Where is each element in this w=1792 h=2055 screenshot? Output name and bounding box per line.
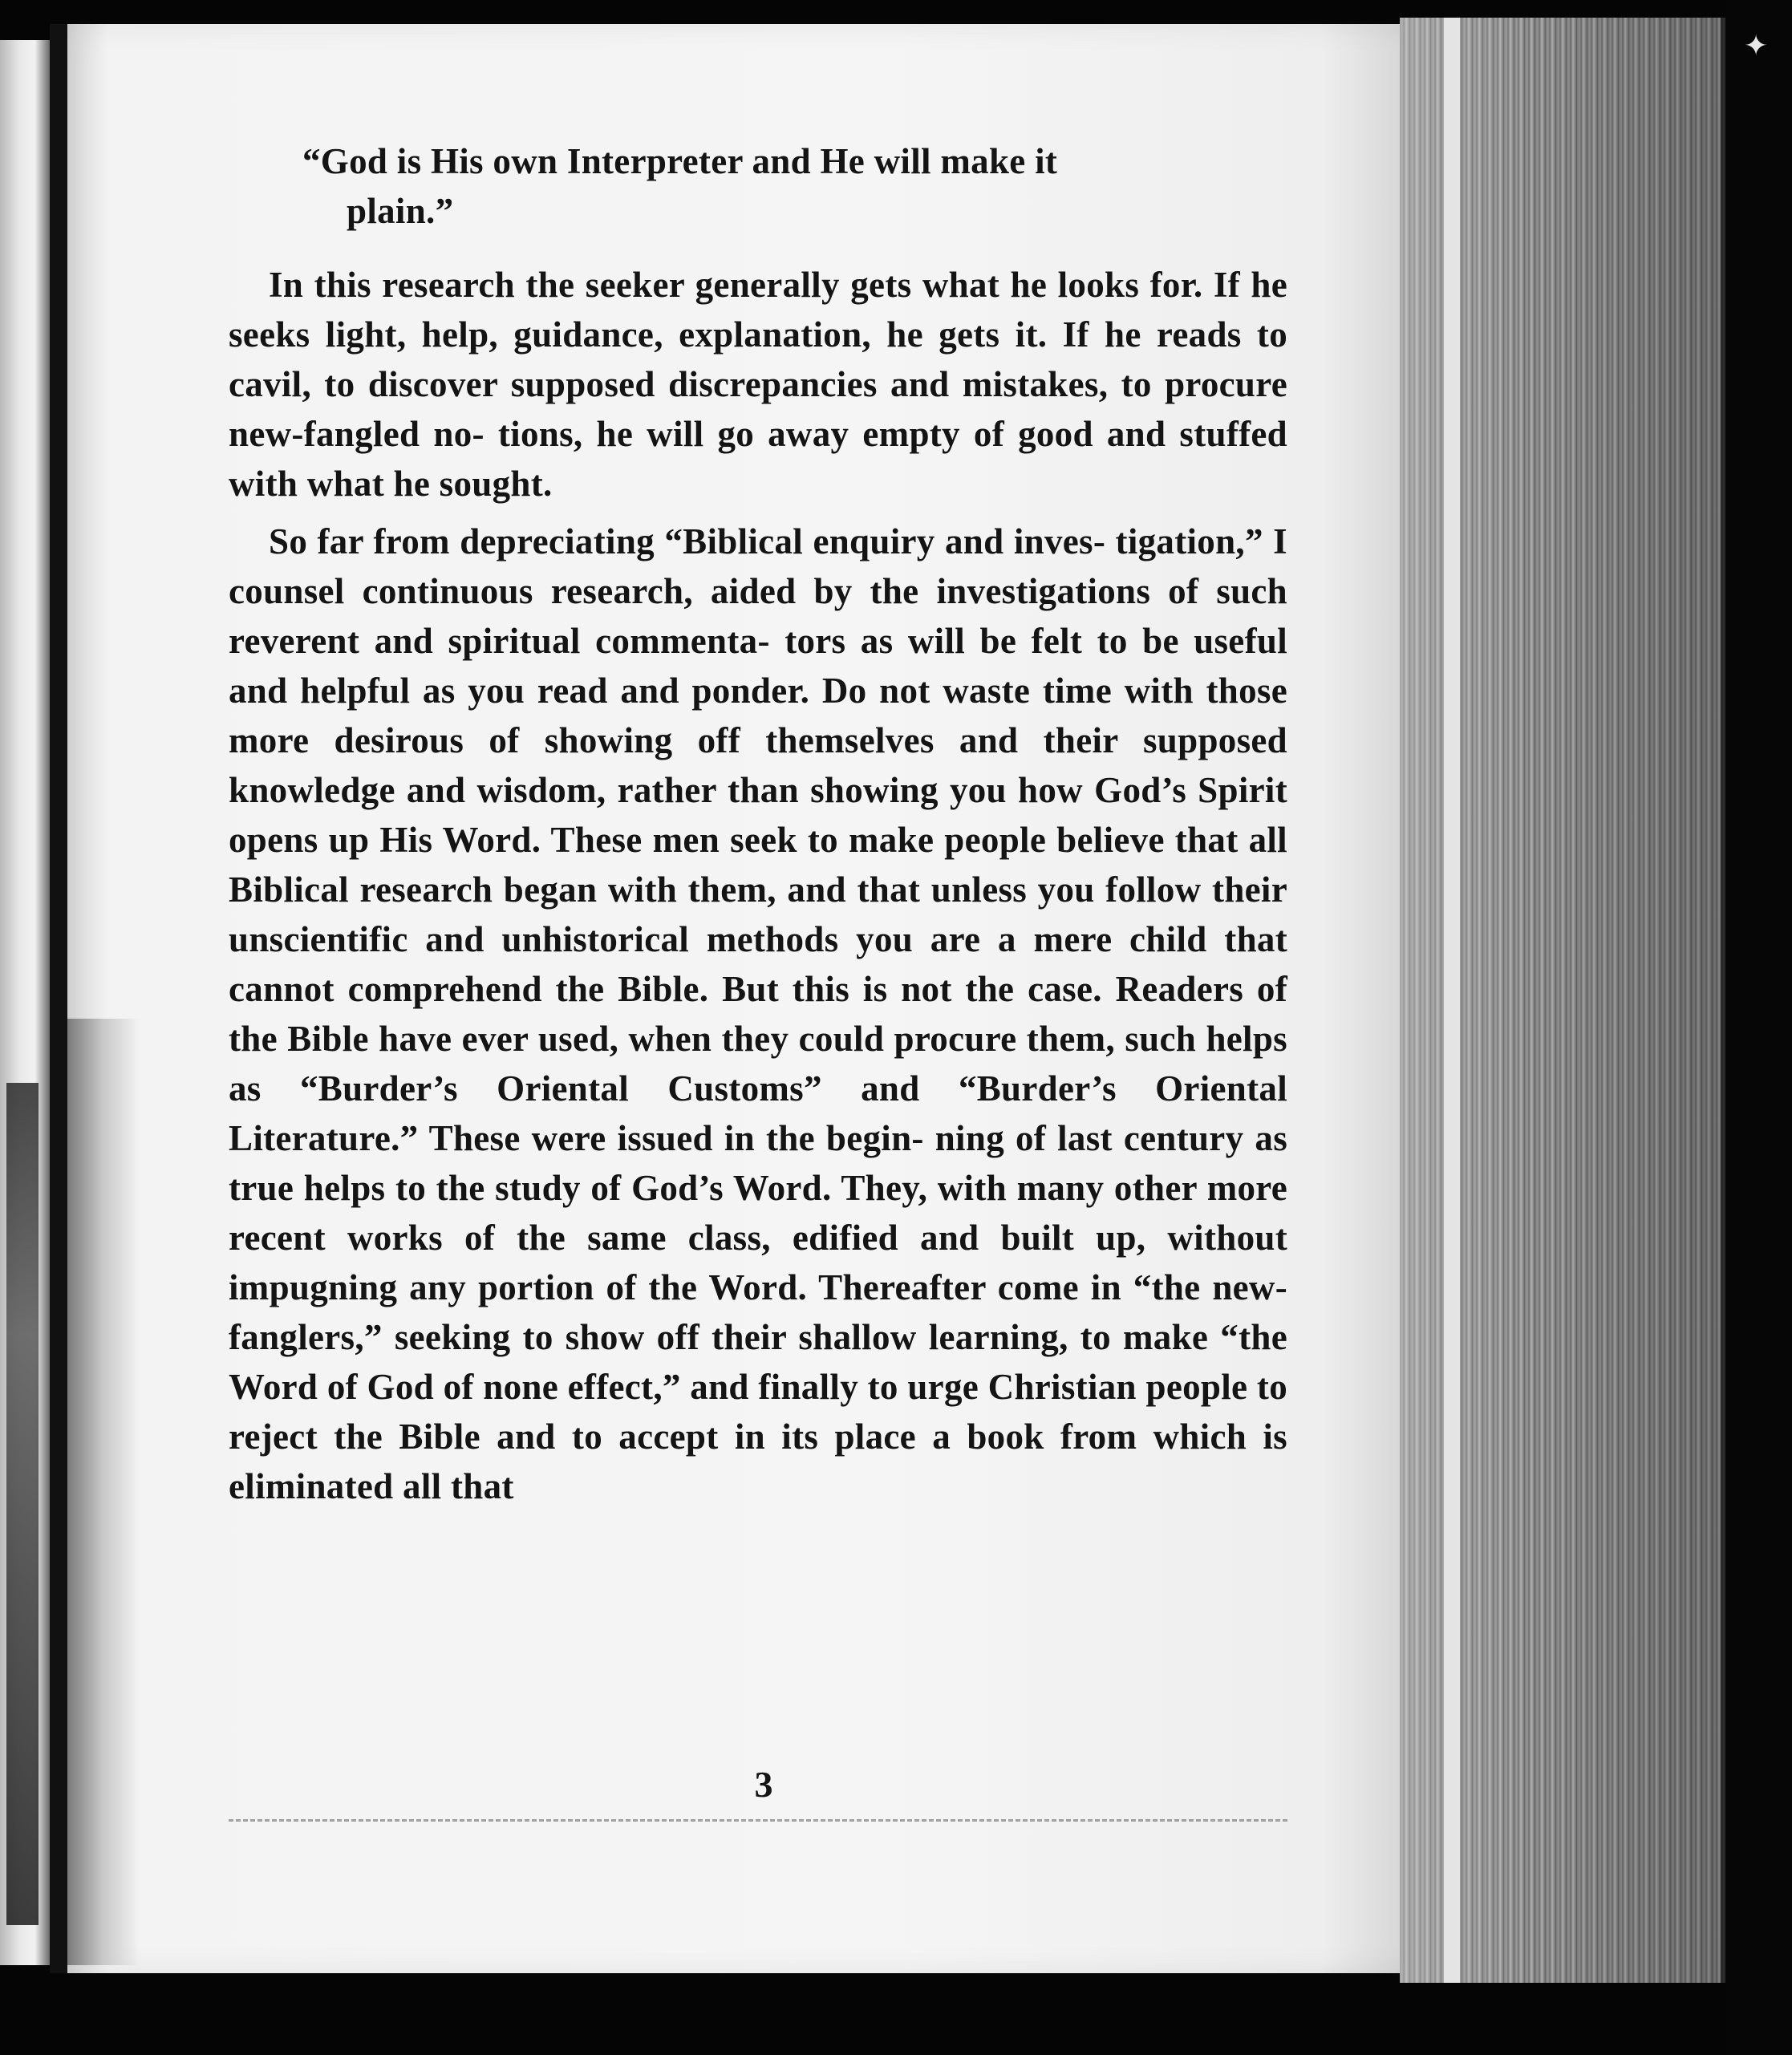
- text-line: portion of the Word. Thereafter come in “the new-: [477, 1267, 1288, 1307]
- text-line: and wisdom, rather than showing you how God’s Spirit: [406, 770, 1287, 810]
- text-line: Oriental Literature.” These were issued in the begin-: [229, 1068, 1287, 1158]
- text-line: helps as “Burder’s Oriental Customs” and “Burder’s: [229, 1019, 1287, 1109]
- text-line: So far from depreciating “Biblical enquiry and inves-: [269, 521, 1116, 561]
- text-line: in its place a book from which is eliminated all that: [229, 1417, 1287, 1506]
- page-edges-stack: [1400, 18, 1725, 1983]
- page-shadow: [6, 1083, 39, 1925]
- quote-line: “God is His own Interpreter and He will make it: [302, 141, 1058, 181]
- paragraph-1: [229, 260, 1287, 509]
- page-text: [229, 136, 1287, 1519]
- text-line: In this research the seeker generally gets what he: [269, 265, 1058, 305]
- page-left-shadow: [67, 1019, 140, 1965]
- text-line: Bible have ever used, when they could procure them, such: [287, 1019, 1206, 1059]
- text-line: what he sought.: [306, 464, 553, 504]
- epigraph-quote: [229, 136, 1287, 236]
- text-line: Word. They, with many other more recent works of the: [229, 1168, 1288, 1258]
- text-line: discrepancies and mistakes, to procure new-fangled no-: [229, 364, 1287, 454]
- text-line: to make “the Word of God of none effect,” and finally: [229, 1317, 1287, 1407]
- text-line: believe that all Biblical research began with them, and: [229, 820, 1287, 910]
- text-line: methods you are a mere child that cannot comprehend: [229, 919, 1287, 1009]
- text-line: that unless you follow their unscientific and unhistorical: [229, 869, 1287, 959]
- page-edge-shading: [1400, 18, 1721, 1983]
- text-line: of showing off themselves and their supposed knowledge: [229, 720, 1287, 810]
- text-line: fanglers,” seeking to show off their shallow learning,: [229, 1317, 1080, 1357]
- text-line: ning of last century as true helps to the study of God’s: [229, 1118, 1288, 1208]
- text-line: tions, he will go away empty of good and stuffed with: [229, 414, 1287, 504]
- scan-corner-mark-icon: ✦: [1744, 30, 1769, 63]
- quote-line: plain.”: [347, 191, 454, 231]
- paragraph-2: [229, 517, 1287, 1511]
- text-line: the Bible. But this is not the case. Readers of the: [229, 969, 1287, 1059]
- page-number: 3: [754, 1764, 773, 1805]
- text-line: he gets it. If he reads to cavil, to discover supposed: [229, 314, 1288, 404]
- text-line: same class, edified and built up, without impugning any: [229, 1218, 1288, 1307]
- bottom-rule-divider: [229, 1819, 1287, 1825]
- text-line: investigations of such reverent and spiritual commenta-: [229, 571, 1288, 661]
- text-line: opens up His Word. These men seek to make people: [229, 820, 1057, 860]
- text-line: to urge Christian people to reject the Bible and to accept: [229, 1367, 1288, 1457]
- book-gutter: [50, 24, 67, 1973]
- text-line: and ponder. Do not waste time with those more desirous: [229, 671, 1288, 760]
- text-line: tors as will be felt to be useful and helpful as you read: [229, 621, 1287, 711]
- previous-page-edge: [0, 40, 50, 1965]
- scan-background: [1725, 0, 1792, 2055]
- text-line: tigation,” I counsel continuous research, aided by the: [229, 521, 1287, 611]
- text-line: looks for. If he seeks light, help, guidance, explanation,: [229, 265, 1287, 355]
